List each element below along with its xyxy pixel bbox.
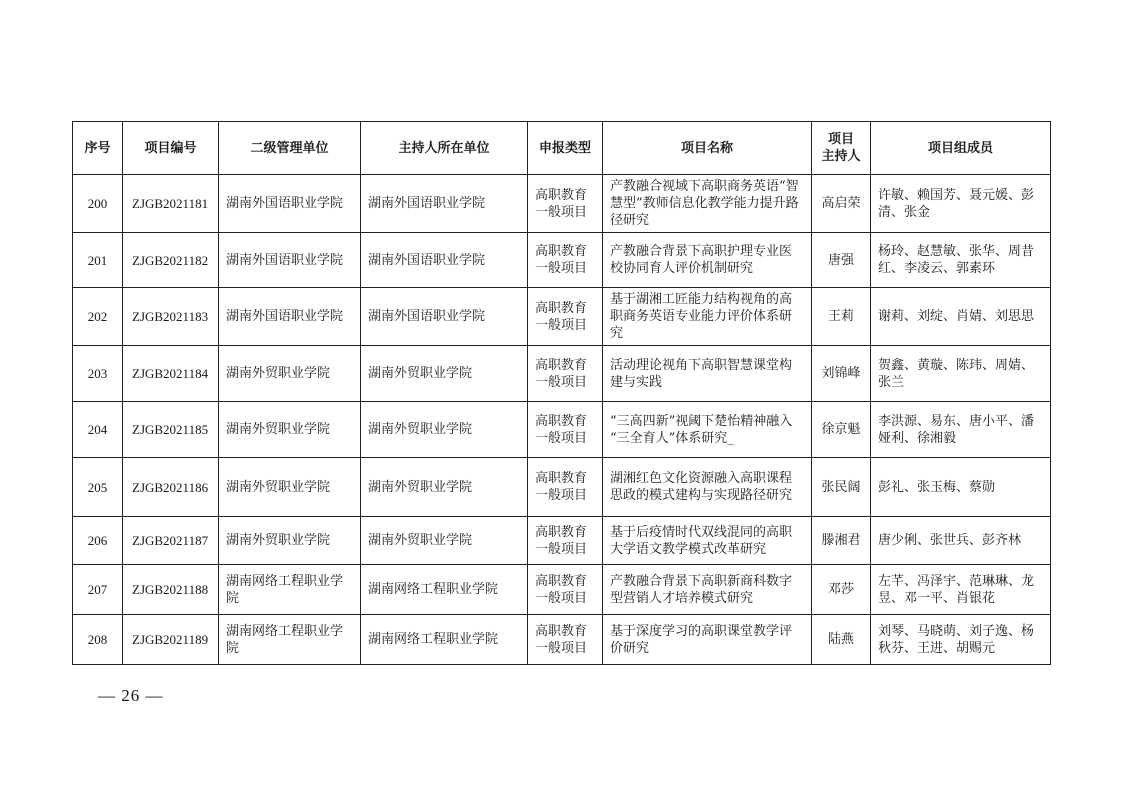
cell-members: 左芊、冯泽宇、范琳琳、龙昱、邓一平、肖银花	[871, 565, 1051, 615]
cell-name: 基于湖湘工匠能力结构视角的高职商务英语专业能力评价体系研究	[603, 288, 812, 346]
table-row	[73, 175, 1051, 233]
cell-type: 高职教育一般项目	[528, 346, 603, 402]
table-row	[73, 346, 1051, 402]
page-number: — 26 —	[98, 686, 164, 705]
cell-unit: 湖南外贸职业学院	[219, 517, 361, 565]
cell-seq: 203	[73, 346, 123, 402]
cell-name: “三高四新”视阈下楚怡精神融入 “三全育人”体系研究_	[603, 402, 812, 458]
cell-type: 高职教育一般项目	[528, 175, 603, 233]
cell-host: 唐强	[812, 233, 871, 288]
cell-type: 高职教育一般项目	[528, 233, 603, 288]
cell-code: ZJGB2021188	[123, 565, 219, 615]
header-name: 项目名称	[603, 122, 812, 175]
header-code: 项目编号	[123, 122, 219, 175]
cell-unit: 湖南外贸职业学院	[219, 346, 361, 402]
cell-type: 高职教育一般项目	[528, 517, 603, 565]
header-seq: 序号	[73, 122, 123, 175]
cell-unit: 湖南外贸职业学院	[219, 402, 361, 458]
cell-members: 唐少俐、张世兵、彭齐林	[871, 517, 1051, 565]
cell-code: ZJGB2021183	[123, 288, 219, 346]
cell-unit: 湖南外贸职业学院	[219, 458, 361, 517]
cell-members: 刘琴、马晓萌、刘子逸、杨秋芬、王进、胡赐元	[871, 615, 1051, 665]
table-row	[73, 402, 1051, 458]
cell-host-unit: 湖南外国语职业学院	[361, 175, 528, 233]
cell-code: ZJGB2021182	[123, 233, 219, 288]
cell-type: 高职教育一般项目	[528, 402, 603, 458]
header-type: 申报类型	[528, 122, 603, 175]
cell-seq: 208	[73, 615, 123, 665]
cell-name: 产教融合背景下高职新商科数字型营销人才培养模式研究	[603, 565, 812, 615]
cell-host: 徐京魁	[812, 402, 871, 458]
cell-seq: 207	[73, 565, 123, 615]
cell-seq: 204	[73, 402, 123, 458]
cell-code: ZJGB2021185	[123, 402, 219, 458]
cell-unit: 湖南外国语职业学院	[219, 288, 361, 346]
cell-name: 基于深度学习的高职课堂教学评价研究	[603, 615, 812, 665]
table-row	[73, 615, 1051, 665]
cell-code: ZJGB2021184	[123, 346, 219, 402]
cell-members: 李洪源、易东、唐小平、潘娅利、徐湘毅	[871, 402, 1051, 458]
table-row	[73, 565, 1051, 615]
cell-host-unit: 湖南网络工程职业学院	[361, 615, 528, 665]
header-row	[73, 122, 1051, 175]
cell-name: 湖湘红色文化资源融入高职课程思政的模式建构与实现路径研究	[603, 458, 812, 517]
cell-name: 产教融合视域下高职商务英语“智慧型”教师信息化教学能力提升路径研究	[603, 175, 812, 233]
cell-host-unit: 湖南外贸职业学院	[361, 458, 528, 517]
cell-unit: 湖南外国语职业学院	[219, 175, 361, 233]
cell-code: ZJGB2021181	[123, 175, 219, 233]
table-header	[73, 122, 1051, 175]
cell-unit: 湖南网络工程职业学院	[219, 615, 361, 665]
cell-type: 高职教育一般项目	[528, 565, 603, 615]
cell-name: 基于后疫情时代双线混同的高职大学语文教学模式改革研究	[603, 517, 812, 565]
cell-host-unit: 湖南外国语职业学院	[361, 233, 528, 288]
table-row	[73, 288, 1051, 346]
header-host-line2: 主持人	[821, 149, 861, 164]
cell-members: 杨玲、赵慧敏、张华、周昔红、李凌云、郭素环	[871, 233, 1051, 288]
cell-type: 高职教育一般项目	[528, 288, 603, 346]
cell-members: 彭礼、张玉梅、蔡勋	[871, 458, 1051, 517]
cell-type: 高职教育一般项目	[528, 458, 603, 517]
cell-name: 活动理论视角下高职智慧课堂构建与实践	[603, 346, 812, 402]
cell-unit: 湖南网络工程职业学院	[219, 565, 361, 615]
header-unit: 二级管理单位	[219, 122, 361, 175]
cell-code: ZJGB2021187	[123, 517, 219, 565]
cell-code: ZJGB2021186	[123, 458, 219, 517]
cell-members: 贺鑫、黄璇、陈玮、周婧、张兰	[871, 346, 1051, 402]
cell-host-unit: 湖南外贸职业学院	[361, 402, 528, 458]
cell-host-unit: 湖南外贸职业学院	[361, 346, 528, 402]
header-host-unit: 主持人所在单位	[361, 122, 528, 175]
cell-host: 刘锦峰	[812, 346, 871, 402]
table-body	[73, 175, 1051, 665]
project-list-table	[72, 121, 1051, 665]
cell-seq: 201	[73, 233, 123, 288]
cell-host: 高启荣	[812, 175, 871, 233]
cell-code: ZJGB2021189	[123, 615, 219, 665]
header-members: 项目组成员	[871, 122, 1051, 175]
cell-host-unit: 湖南网络工程职业学院	[361, 565, 528, 615]
cell-members: 谢莉、刘绽、肖婧、刘思思	[871, 288, 1051, 346]
cell-host: 张民阔	[812, 458, 871, 517]
cell-host: 邓莎	[812, 565, 871, 615]
cell-host: 陆燕	[812, 615, 871, 665]
cell-seq: 202	[73, 288, 123, 346]
cell-seq: 206	[73, 517, 123, 565]
cell-members: 许敏、赖国芳、聂元媛、彭清、张金	[871, 175, 1051, 233]
cell-host: 滕湘君	[812, 517, 871, 565]
cell-unit: 湖南外国语职业学院	[219, 233, 361, 288]
header-host	[812, 122, 871, 175]
cell-seq: 200	[73, 175, 123, 233]
cell-seq: 205	[73, 458, 123, 517]
cell-host-unit: 湖南外国语职业学院	[361, 288, 528, 346]
table-row	[73, 233, 1051, 288]
table-row	[73, 517, 1051, 565]
cell-host: 王莉	[812, 288, 871, 346]
cell-name: 产教融合背景下高职护理专业医校协同育人评价机制研究	[603, 233, 812, 288]
header-host-line1: 项目	[827, 132, 854, 147]
cell-type: 高职教育一般项目	[528, 615, 603, 665]
table-row	[73, 458, 1051, 517]
cell-host-unit: 湖南外贸职业学院	[361, 517, 528, 565]
